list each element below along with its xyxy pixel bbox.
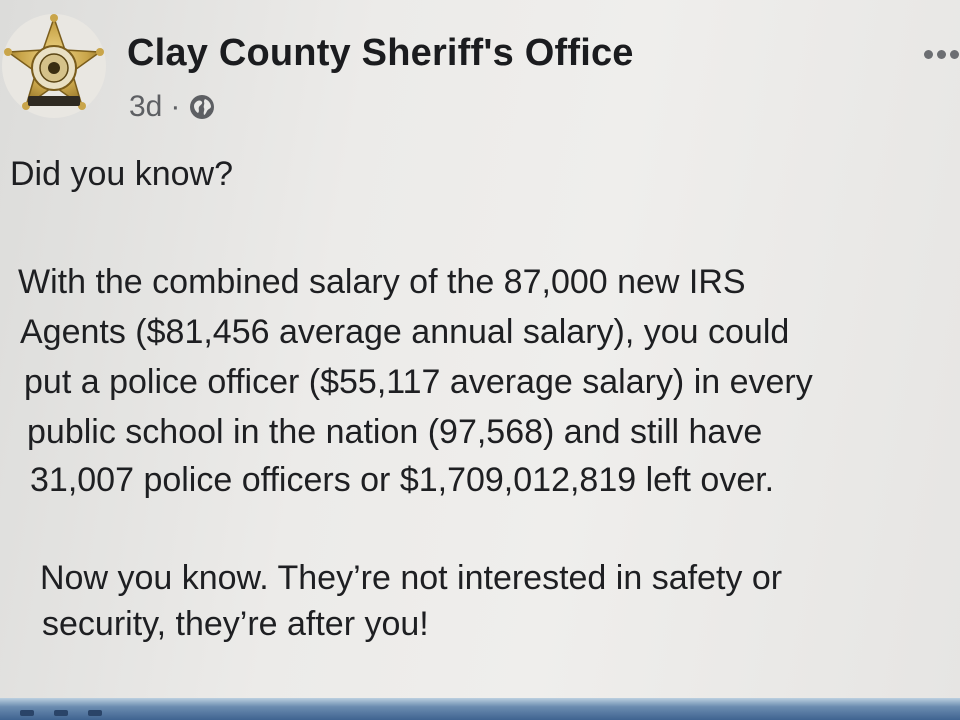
meta-separator: · — [170, 90, 181, 123]
taskbar-item[interactable] — [54, 710, 68, 716]
post-line: Agents ($81,456 average annual salary), you could — [20, 313, 790, 351]
more-options-icon[interactable] — [924, 46, 960, 62]
post-line: public school in the nation (97,568) and still have — [27, 413, 763, 451]
more-dot — [950, 50, 959, 59]
page-name[interactable]: Clay County Sheriff's Office — [127, 32, 634, 74]
post-line: security, they’re after you! — [42, 605, 429, 643]
more-dot — [924, 50, 933, 59]
sheriff-star-badge-icon[interactable] — [2, 14, 106, 118]
post-header — [0, 6, 960, 126]
taskbar-item[interactable] — [20, 710, 34, 716]
more-dot — [937, 50, 946, 59]
taskbar — [0, 698, 960, 720]
post-line: Now you know. They’re not interested in safety or — [40, 559, 783, 597]
post-line-intro: Did you know? — [10, 155, 234, 193]
post-line: put a police officer ($55,117 average salary) in every — [24, 363, 813, 401]
post-line: With the combined salary of the 87,000 new IRS — [18, 263, 746, 301]
post-meta — [129, 90, 216, 124]
post-line: 31,007 police officers or $1,709,012,819 left over. — [30, 461, 775, 499]
taskbar-item[interactable] — [88, 710, 102, 716]
post-time[interactable]: 3d — [129, 90, 163, 123]
globe-icon — [188, 93, 216, 121]
